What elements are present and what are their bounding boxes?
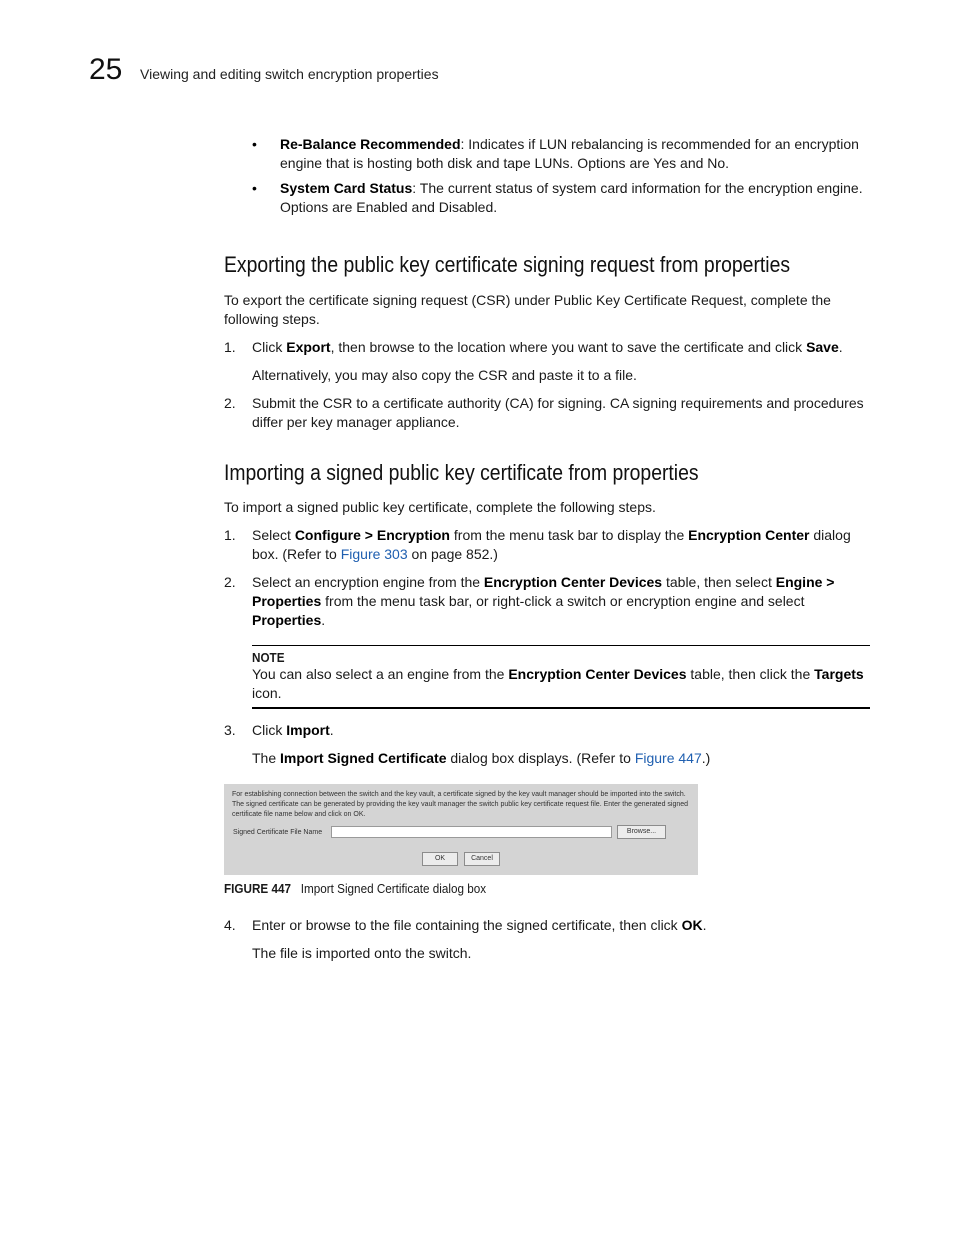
step-number: 2. — [224, 395, 236, 411]
dialog-instructions: For establishing connection between the switch and the key vault, a certificate signed by the key vault manager should be imported into the switch. The signed certificate can be generated by providing the key vault manager the switch public key certificate request file. Enter the generated signed certificate file name below and click on OK. — [232, 791, 689, 818]
import-step-1 — [252, 526, 870, 564]
import-step-4 — [252, 916, 870, 935]
step-number: 4. — [224, 917, 236, 933]
note-top-rule — [252, 645, 870, 646]
ui-term: Import Signed Certificate — [280, 750, 447, 766]
step-text: The — [252, 750, 281, 766]
import-step-3 — [252, 721, 870, 740]
note-text — [252, 665, 870, 703]
step-number: 1. — [224, 339, 236, 355]
ui-term: Encryption Center Devices — [483, 574, 663, 590]
note-span: You can also select a an engine from the — [252, 666, 509, 682]
export-step-1 — [252, 338, 870, 357]
bullet-text: : Indicates if LUN rebalancing is recommended for an encryption engine that is hosting both disk and tape LUNs. Options are Yes and No. — [280, 136, 859, 171]
bullet-text: : The current status of system card information for the encryption engine. Options are Enabled and Disabled. — [280, 180, 863, 215]
file-name-label: Signed Certificate File Name — [233, 829, 323, 836]
bullet-item-rebalance — [280, 135, 870, 173]
bullet-term: System Card Status — [280, 180, 413, 196]
step-text: . — [702, 917, 707, 933]
ui-term: Engine > Properties — [252, 574, 835, 609]
step-text: from the menu task bar to display the — [450, 527, 689, 543]
ui-term: Save — [806, 339, 839, 355]
chapter-number: 25 — [89, 53, 123, 86]
step-text: Click — [252, 722, 287, 738]
figure-number: FIGURE 447 — [224, 881, 291, 896]
ui-term: Targets — [814, 666, 864, 682]
browse-button[interactable]: Browse... — [617, 825, 666, 839]
export-step-2: Submit the CSR to a certificate authority (CA) for signing. CA signing requirements and procedures differ per key manager appliance. — [252, 395, 864, 430]
step-number: 2. — [224, 574, 236, 590]
ui-term: Import — [286, 722, 330, 738]
chapter-title: Viewing and editing switch encryption properties — [140, 66, 439, 82]
ui-term: Export — [286, 339, 331, 355]
ui-term: OK — [681, 917, 703, 933]
bullet-term: Re-Balance Recommended — [280, 136, 461, 152]
import-step-3-note — [252, 749, 870, 768]
ui-term: Configure > Encryption — [294, 527, 450, 543]
step-text: , then browse to the location where you want to save the certificate and click — [330, 339, 807, 355]
export-step-1-note: Alternatively, you may also copy the CSR and paste it to a file. — [252, 367, 637, 383]
step-text: dialog box displays. (Refer to — [446, 750, 635, 766]
file-name-input[interactable] — [331, 826, 612, 838]
ui-term: Encryption Center — [688, 527, 810, 543]
note-bottom-rule — [252, 707, 870, 709]
step-text: . — [838, 339, 843, 355]
note-label: NOTE — [252, 650, 285, 665]
step-text: Select — [252, 527, 295, 543]
section-heading-import: Importing a signed public key certificate from properties — [224, 460, 699, 485]
step-text: dialog box. (Refer to — [252, 527, 851, 562]
figure-447-link[interactable]: Figure 447 — [634, 750, 702, 766]
figure-title: Import Signed Certificate dialog box — [300, 881, 487, 896]
step-text: Enter or browse to the file containing the signed certificate, then click — [252, 917, 682, 933]
bullet-icon: • — [252, 180, 257, 196]
step-number: 3. — [224, 722, 236, 738]
cancel-button[interactable]: Cancel — [464, 852, 500, 866]
step-text: . — [329, 722, 334, 738]
step-number: 1. — [224, 527, 236, 543]
step-text: Click — [252, 339, 287, 355]
ok-button[interactable]: OK — [422, 852, 458, 866]
import-signed-certificate-dialog — [224, 784, 698, 875]
import-step-2 — [252, 573, 870, 630]
step-text: on page 852.) — [407, 546, 498, 562]
ui-term: Properties — [252, 612, 322, 628]
ui-term: Encryption Center Devices — [508, 666, 687, 682]
import-intro: To import a signed public key certificate, complete the following steps. — [224, 499, 656, 515]
note-span: icon. — [252, 685, 282, 701]
figure-caption — [224, 879, 486, 898]
bullet-icon: • — [252, 136, 257, 152]
step-text: table, then select — [662, 574, 776, 590]
section-heading-export: Exporting the public key certificate signing request from properties — [224, 252, 791, 277]
export-intro: To export the certificate signing request (CSR) under Public Key Certificate Request, complete the following steps. — [224, 292, 831, 327]
step-text: . — [321, 612, 326, 628]
note-span: table, then click the — [686, 666, 815, 682]
figure-303-link[interactable]: Figure 303 — [340, 546, 408, 562]
import-step-4-note: The file is imported onto the switch. — [252, 945, 472, 961]
step-text: .) — [701, 750, 711, 766]
step-text: from the menu task bar, or right-click a switch or encryption engine and select — [321, 593, 805, 609]
step-text: Select an encryption engine from the — [252, 574, 484, 590]
bullet-item-system-card — [280, 179, 870, 217]
